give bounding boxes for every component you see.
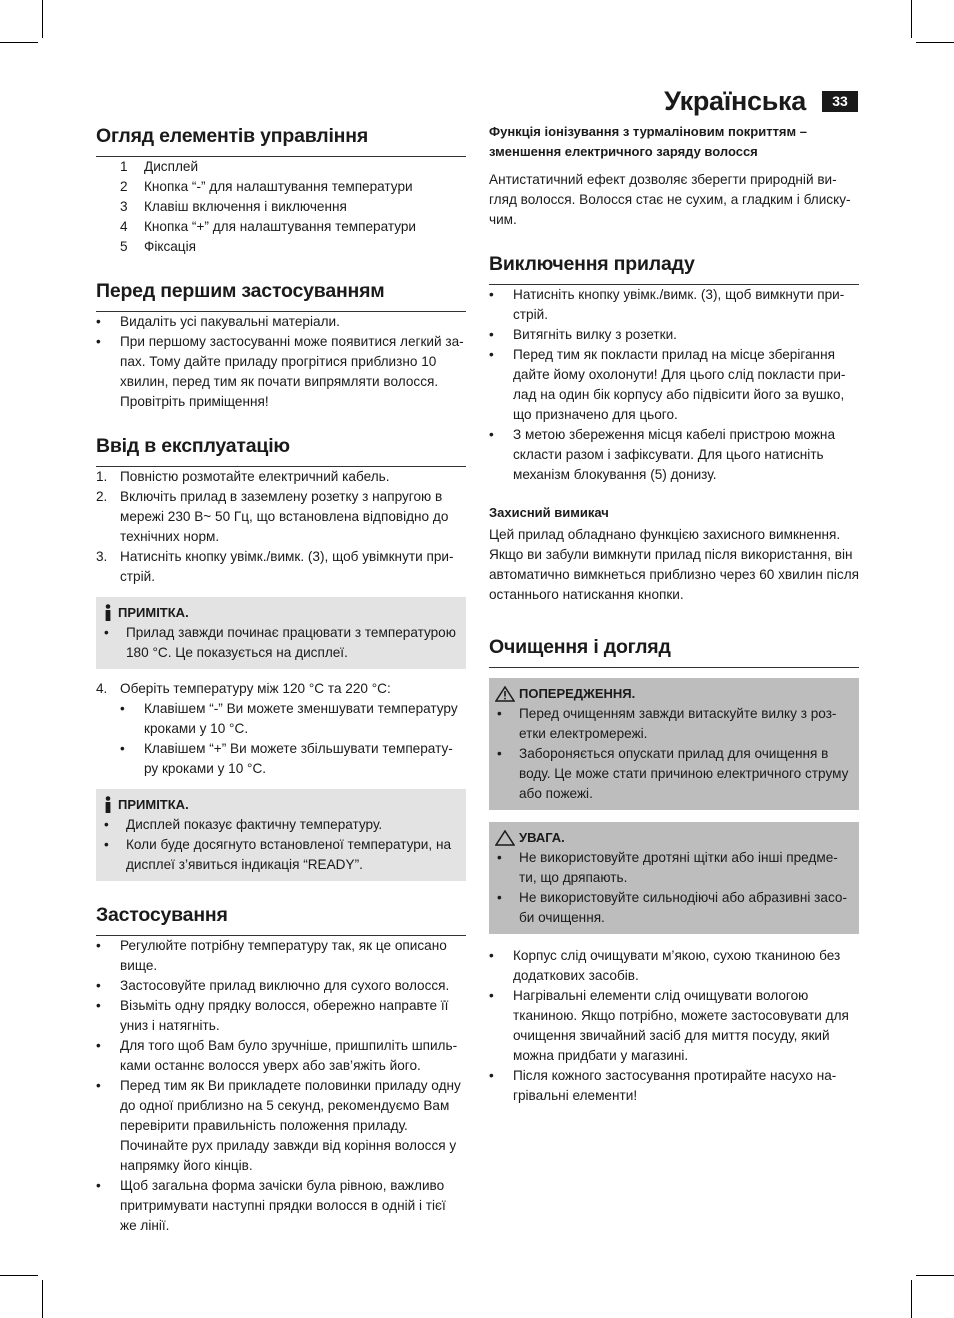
list-item: 5 Фіксація: [120, 239, 196, 254]
paragraph: Антистатичний ефект дозволяє зберегти природній ви-гляд волосся. Волосся стає не сухим, а гладким і блиску-чим.: [489, 172, 851, 227]
page-language-title: Українська: [664, 86, 806, 116]
switch-off-list: [489, 285, 859, 485]
list-item: 2 Кнопка “-” для налаштування температури: [120, 179, 413, 194]
list-item: • Клавішем “+” Ви можете збільшувати температу-ру кроками у 10 °C.: [120, 739, 466, 779]
section-heading: Перед першим застосуванням: [96, 277, 466, 312]
list-item: • Для того щоб Вам було зручніше, пришпиліть шпиль-ками останнє волосся уверх або зав’яжіть його.: [96, 1036, 466, 1076]
list-item: 3. Натисніть кнопку увімк./вимк. (3), щоб увімкнути при-стрій.: [96, 549, 454, 584]
list-item: • Коли буде досягнуто встановленої температури, на дисплеї з’явиться індикація “READY”.: [102, 835, 462, 875]
crop-mark: [911, 0, 912, 38]
overview-list: [96, 157, 466, 257]
crop-mark: [916, 42, 954, 43]
first-use-section: [96, 277, 466, 412]
crop-mark: [911, 1280, 912, 1318]
list-item: 1 Дисплей: [120, 159, 199, 174]
list-item: • Після кожного застосування протирайте насухо на-грівальні елементи!: [489, 1066, 859, 1106]
warning-title: ПОПЕРЕДЖЕННЯ.: [519, 686, 636, 701]
subsection-heading: Функція іонізування з турмаліновим покриттям – зменшення електричного заряду волосся: [489, 124, 807, 159]
startup-steps-continued: [96, 679, 466, 779]
subsection-heading: Захисний вимикач: [489, 505, 609, 520]
note-title: ПРИМІТКА.: [118, 797, 189, 812]
list-item: • Витягніть вилку з розетки.: [489, 325, 859, 345]
list-item: • Не використовуйте дротяні щітки або інші предме-ти, що дряпають.: [495, 848, 853, 888]
list-item: • Регулюйте потрібну температуру так, як це описано вище.: [96, 936, 466, 976]
list-item: • Щоб загальна форма зачіски була рівною, важливо притримувати наступні прядки волосся в одній і тієї же лінії.: [96, 1176, 466, 1236]
usage-list: [96, 936, 466, 1236]
list-item: 4 Кнопка “+” для налаштування температури: [120, 219, 417, 234]
warning-triangle-icon: [495, 686, 515, 702]
crop-mark: [42, 0, 43, 38]
crop-mark: [42, 1280, 43, 1318]
list-item: • Нагрівальні елементи слід очищувати вологою тканиною. Якщо потрібно, можете застосовувати для очищення звичайний засіб для миття посуду, який можна придбати у магазині.: [489, 986, 859, 1066]
note-title: ПРИМІТКА.: [118, 605, 189, 620]
cleaning-list: [489, 946, 859, 1106]
list-item: • Корпус слід очищувати м’якою, сухою тканиною без додаткових засобів.: [489, 946, 859, 986]
startup-section: [96, 432, 466, 881]
section-heading: Застосування: [96, 901, 466, 936]
section-heading: Ввід в експлуатацію: [96, 432, 466, 467]
list-item: 3 Клавіш включення і виключення: [120, 199, 347, 214]
list-item: • Застосовуйте прилад виключно для сухого волосся.: [96, 976, 466, 996]
switch-off-section: [489, 250, 859, 605]
list-item: 2. Включіть прилад в заземлену розетку з напругою в мережі 230 В~ 50 Гц, що встановлена відповідно до технічних норм.: [96, 489, 449, 544]
crop-mark: [0, 1275, 38, 1276]
warning-box: [489, 678, 859, 810]
startup-steps: [96, 467, 466, 587]
first-use-list: [96, 312, 466, 412]
cleaning-section: [489, 633, 859, 1106]
section-heading: Очищення і догляд: [489, 633, 859, 668]
info-icon: [102, 604, 114, 622]
caution-box: [489, 822, 859, 934]
list-item: • Візьміть одну прядку волосся, обережно направте її униз і натягніть.: [96, 996, 466, 1036]
list-item: • Забороняється опускати прилад для очищення в воду. Це може стати причиною електричного струму або пожежі.: [495, 744, 853, 804]
list-item: • Дисплей показує фактичну температуру.: [102, 815, 462, 835]
ionization-section: [489, 122, 859, 230]
list-item: • Клавішем “-” Ви можете зменшувати температуру кроками у 10 °C.: [120, 699, 466, 739]
paragraph: Цей прилад обладнано функцією захисного вимкнення. Якщо ви забули вимкнути прилад після використання, він автоматично вимкнеться приблизно через 60 хвилин після останнього натискання кнопки.: [489, 527, 859, 602]
list-item: • Перед тим як Ви прикладете половинки приладу одну до одної приблизно на 5 секунд, рекомендуємо Вам перевірити правильність положення приладу. Починайте рух приладу завжди від коріння волосся у напрямку його кінців.: [96, 1076, 466, 1176]
list-item: • Видаліть усі пакувальні матеріали.: [96, 312, 466, 332]
section-heading: Виключення приладу: [489, 250, 859, 285]
list-item: • Перед тим як покласти прилад на місце зберігання дайте йому охолонути! Для цього слід покласти при-лад на один бік корпусу або підвісити його за вушко, що призначено для цього.: [489, 345, 859, 425]
list-item: 1. Повністю розмотайте електричний кабель.: [96, 469, 390, 484]
list-item: • При першому застосуванні може появитися легкий за-пах. Тому дайте приладу прогрітися приблизно 10 хвилин, перед тим як почати випрямляти волосся. Провітріть приміщення!: [96, 332, 466, 412]
left-column: [96, 122, 466, 1256]
overview-section: [96, 122, 466, 257]
note-box: [96, 597, 466, 669]
page-number: 33: [822, 91, 858, 112]
list-item: • Не використовуйте сильнодіючі або абразивні засо-би очищення.: [495, 888, 853, 928]
right-column: [489, 122, 859, 1126]
section-heading: Огляд елементів управління: [96, 122, 466, 157]
list-item: • Перед очищенням завжди витаскуйте вилку з роз-етки електромережі.: [495, 704, 853, 744]
list-item: 4. Оберіть температуру між 120 °C та 220 °C: • Клавішем “-” Ви можете зменшувати температуру кроками у 10 °C. • Клавішем “+” Ви можете збільшувати температу-ру кроками у 10 °C.: [96, 679, 466, 779]
caution-triangle-icon: [495, 830, 515, 846]
caution-title: УВАГА.: [519, 830, 565, 845]
crop-mark: [916, 1275, 954, 1276]
info-icon: [102, 796, 114, 814]
list-item: • З метою збереження місця кабелі пристрою можна скласти разом і зафіксувати. Для цього натисніть механізм блокування (5) донизу.: [489, 425, 859, 485]
list-item: • Прилад завжди починає працювати з температурою 180 °C. Це показується на дисплеї.: [102, 623, 462, 663]
note-box: [96, 789, 466, 881]
usage-section: [96, 901, 466, 1236]
crop-mark: [0, 42, 38, 43]
list-item: • Натисніть кнопку увімк./вимк. (3), щоб вимкнути при-стрій.: [489, 285, 859, 325]
